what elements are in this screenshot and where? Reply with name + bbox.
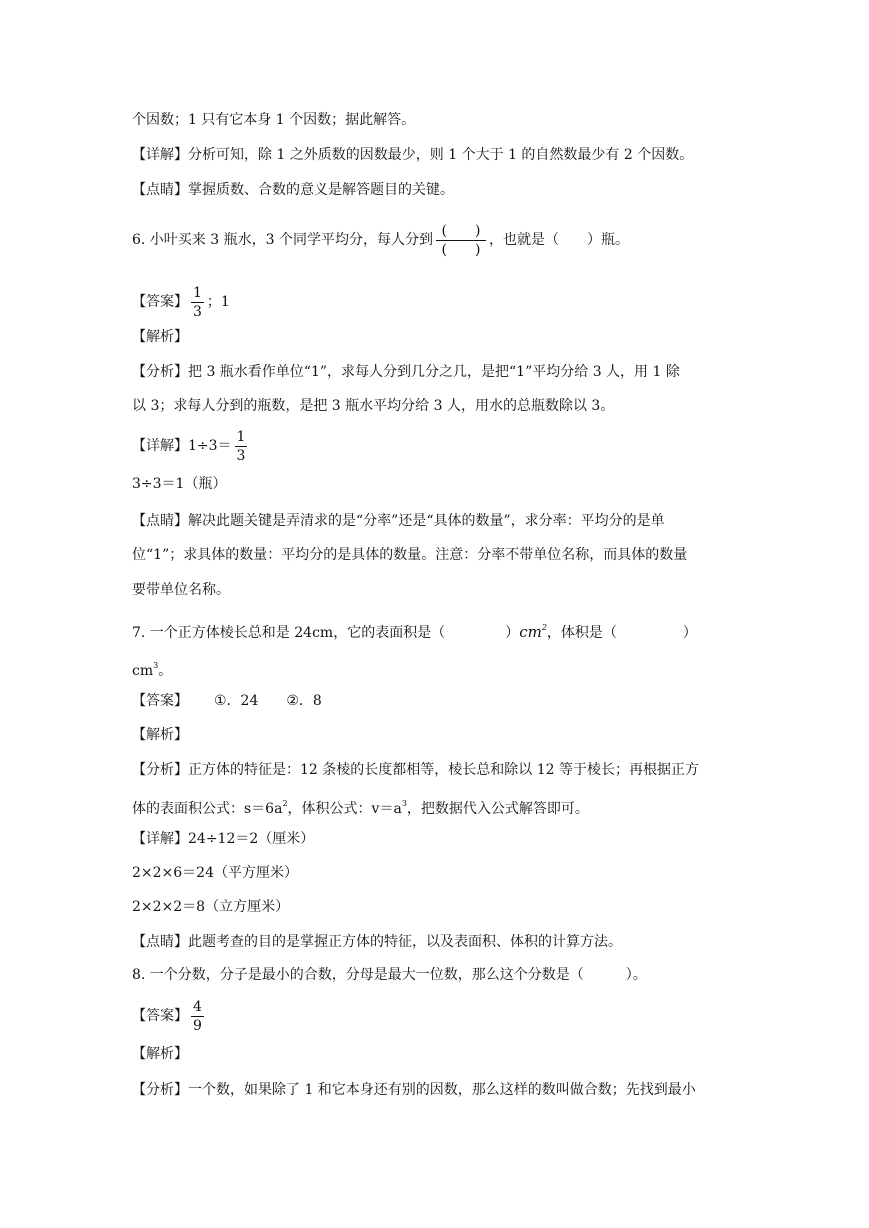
analysis-line: 以 3；求每人分到的瓶数，是把 3 瓶水平均分给 3 人，用水的总瓶数除以 3。 <box>132 398 615 414</box>
detail-fraction <box>235 428 248 465</box>
question-6-text-a: 6. 小叶买来 3 瓶水，3 个同学平均分，每人分到 <box>132 232 433 248</box>
unit-square-cm <box>519 623 547 641</box>
answer-rest: ；1 <box>206 294 230 310</box>
analysis-heading: 【解析】 <box>132 329 188 345</box>
answer-fraction <box>191 998 204 1035</box>
unit-text: cm <box>519 623 542 641</box>
answer-fraction <box>191 284 204 321</box>
analysis-heading: 【解析】 <box>132 1046 188 1062</box>
answer-7 <box>132 691 322 711</box>
answer-item-2: ②．8 <box>286 693 322 709</box>
blank-fraction <box>436 222 486 259</box>
exponent: 2 <box>282 799 288 808</box>
fraction-denominator: 3 <box>193 303 202 320</box>
key-point-line: 位“1”；求具体的数量：平均分的是具体的数量。注意：分率不带单位名称，而具体的数量 <box>132 547 688 563</box>
key-point-line: 【点睛】解决此题关键是弄清求的是“分率”还是“具体的数量”，求分率：平均分的是单 <box>132 513 665 529</box>
detail-line: 2×2×2＝8（立方厘米） <box>132 899 290 915</box>
analysis-text: ，体积公式：v＝a <box>287 801 402 817</box>
exponent: 3 <box>401 799 407 808</box>
answer-label: 【答案】 <box>132 294 188 310</box>
fraction-numerator: 1 <box>193 284 202 301</box>
analysis-line: 【分析】正方体的特征是：12 条棱的长度都相等，棱长总和除以 12 等于棱长；再根据正方 <box>132 762 699 778</box>
answer-label: 【答案】 <box>132 693 188 709</box>
fraction-denominator: 9 <box>193 1017 202 1034</box>
fraction-numerator: 4 <box>193 998 202 1015</box>
unit-exponent: 3 <box>153 661 159 670</box>
question-7-text-d: ） <box>682 625 697 641</box>
answer-label: 【答案】 <box>132 1008 188 1024</box>
analysis-heading: 【解析】 <box>132 727 188 743</box>
answer-item-1: ①．24 <box>214 693 259 709</box>
unit-exponent: 2 <box>541 623 547 632</box>
question-6-text-b: ，也就是（ ）瓶。 <box>488 232 629 248</box>
detail-line: 2×2×6＝24（平方厘米） <box>132 865 298 881</box>
key-point-line: 要带单位名称。 <box>132 582 230 598</box>
detail-line: 3÷3＝1（瓶） <box>132 476 227 492</box>
key-point-line: 【点睛】此题考查的目的是掌握正方体的特征，以及表面积、体积的计算方法。 <box>132 934 622 950</box>
detail-line: 【详解】分析可知，除 1 之外质数的因数最少，则 1 个大于 1 的自然数最少有 2 个因数。 <box>132 147 694 163</box>
key-point-line: 【点睛】掌握质数、合数的意义是解答题目的关键。 <box>132 182 454 198</box>
punctuation: 。 <box>158 663 173 679</box>
unit-text: cm <box>132 663 154 679</box>
question-7-text-c: ，体积是（ <box>546 625 617 641</box>
detail-text: 【详解】1÷3＝ <box>132 438 232 454</box>
analysis-text: 体的表面积公式：s＝6a <box>132 801 283 817</box>
answer-8 <box>132 994 207 1038</box>
analysis-line: 【分析】一个数，如果除了 1 和它本身还有别的因数，那么这样的数叫做合数；先找到最小 <box>132 1082 696 1098</box>
text-line: 个因数；1 只有它本身 1 个因数；据此解答。 <box>132 112 416 128</box>
fraction-numerator: 1 <box>236 428 246 445</box>
question-7 <box>132 618 697 643</box>
detail-line <box>132 424 250 468</box>
question-8: 8. 一个分数，分子是最小的合数，分母是最大一位数，那么这个分数是（ ）。 <box>132 967 647 983</box>
blank-denominator: ( ) <box>441 241 481 258</box>
analysis-text: ，把数据代入公式解答即可。 <box>406 801 589 817</box>
question-7-text-b: ） <box>505 625 520 641</box>
analysis-line <box>132 794 589 819</box>
detail-line: 【详解】24÷12＝2（厘米） <box>132 831 315 847</box>
fraction-denominator: 3 <box>236 447 246 464</box>
question-7-text-a: 7. 一个正方体棱长总和是 24cm，它的表面积是（ <box>132 625 446 641</box>
question-7-line-2 <box>132 656 172 681</box>
blank-numerator: ( ) <box>441 222 481 239</box>
analysis-line: 【分析】把 3 瓶水看作单位“1”，求每人分到几分之几，是把“1”平均分给 3 人，用 1 除 <box>132 364 680 380</box>
question-6 <box>132 218 629 262</box>
answer-6 <box>132 280 230 324</box>
